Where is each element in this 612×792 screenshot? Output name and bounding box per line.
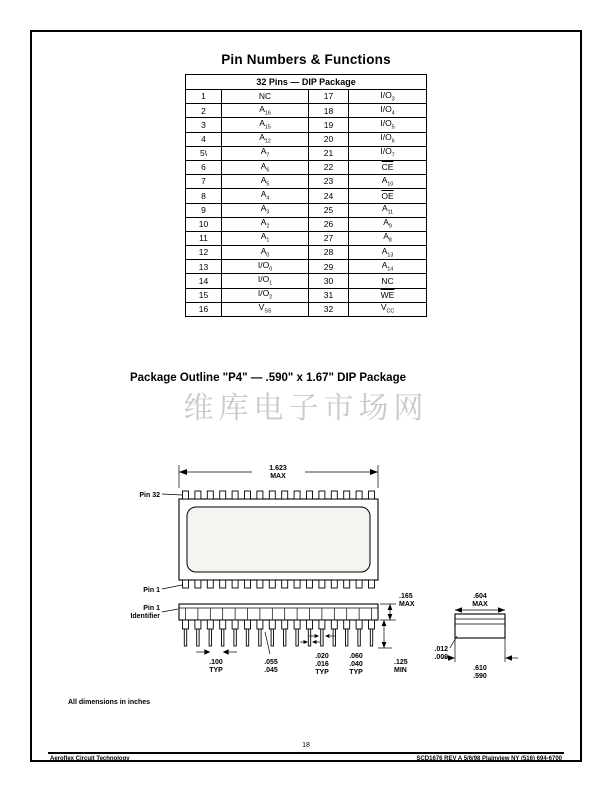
dim-body-width-qual: MAX	[472, 601, 488, 608]
dim-pitch-value: .100	[209, 659, 223, 666]
pin-function-cell: $A_1$	[222, 231, 309, 245]
pin-table	[185, 74, 427, 317]
pin-number-cell: 20	[309, 132, 349, 146]
pin-table-row	[186, 146, 427, 160]
pin-function-cell: NC	[222, 90, 309, 104]
pin-number-cell: 18	[309, 104, 349, 118]
pin-number-cell: 25	[309, 203, 349, 217]
top-view-bottom-pins	[183, 580, 375, 588]
package-outline-heading: Package Outline "P4" — .590" x 1.67" DIP Package	[129, 372, 407, 384]
dim-pitch-qual: TYP	[209, 667, 223, 674]
side-view-pin-ticks	[186, 609, 372, 621]
pin32-label: Pin 32	[139, 492, 160, 499]
pin-function-cell: $A_3$	[222, 203, 309, 217]
pin-table-row	[186, 132, 427, 146]
pin-function-cell: $V_{CC}$	[349, 302, 427, 316]
pin-number-cell: 19	[309, 118, 349, 132]
dim-body-length-value: 1.623	[269, 465, 287, 472]
pin-table-row	[186, 104, 427, 118]
pin-number-cell: 32	[309, 302, 349, 316]
pin-function-cell: $I/O_3$	[349, 90, 427, 104]
pin-number-cell: 22	[309, 160, 349, 174]
dim-shoulder-max: .055	[264, 659, 278, 666]
pin-function-cell: $A_{15}$	[222, 118, 309, 132]
pin-function-cell: $A_{14}$	[349, 260, 427, 274]
pin-function-cell: $A_9$	[349, 217, 427, 231]
pin-function-cell: $V_{SS}$	[222, 302, 309, 316]
pin-function-cell: $I/O_7$	[349, 146, 427, 160]
side-view-pin-shoulders	[183, 620, 375, 629]
pin-number-cell: 9	[186, 203, 222, 217]
pin-table-header: 32 Pins — DIP Package	[186, 75, 427, 90]
page-title: Pin Numbers & Functions	[221, 52, 391, 67]
pin-table-row	[186, 302, 427, 316]
dim-row-spread-min: .590	[473, 673, 487, 680]
pin-number-cell: 2	[186, 104, 222, 118]
pin-number-cell: 23	[309, 175, 349, 189]
pin-number-cell: 3	[186, 118, 222, 132]
pin-number-cell: 21	[309, 146, 349, 160]
pin-table-row	[186, 260, 427, 274]
pin-function-cell: $A_{16}$	[222, 104, 309, 118]
pin-number-cell: 27	[309, 231, 349, 245]
footer-divider	[48, 752, 564, 754]
pin-table-row	[186, 189, 427, 203]
pin-function-cell: $I/O_0$	[222, 260, 309, 274]
pin-function-cell: $A_6$	[222, 160, 309, 174]
pin-function-cell: $\overline{CE}$	[349, 160, 427, 174]
pin-function-cell: $A_0$	[222, 246, 309, 260]
dim-lead-width-max: .060	[349, 653, 363, 660]
pin-number-cell: 17	[309, 90, 349, 104]
pin-function-cell: $A_{11}$	[349, 203, 427, 217]
pin-table-row	[186, 231, 427, 245]
pin-table-row	[186, 274, 427, 288]
package-outline-diagram	[66, 452, 556, 704]
top-view-top-pins	[183, 491, 375, 499]
pin-table-row	[186, 203, 427, 217]
pin-number-cell: 31	[309, 288, 349, 302]
dim-seated-height-qual: MAX	[399, 601, 415, 608]
dim-row-spread-max: .610	[473, 665, 487, 672]
pin-function-cell: $\overline{OE}$	[349, 189, 427, 203]
pin-table-header-row	[186, 75, 427, 90]
pin-function-cell: $A_4$	[222, 189, 309, 203]
pin-table-body	[186, 90, 427, 317]
pin-table-row	[186, 175, 427, 189]
footer-doc-info: SCD1676 REV A 5/6/98 Plainview NY (516) 694-6700	[416, 756, 562, 762]
pin-table-row	[186, 160, 427, 174]
dim-standoff-qual: MIN	[394, 667, 407, 674]
dimensions-note: All dimensions in inches	[68, 699, 151, 706]
pin-number-cell: 30	[309, 274, 349, 288]
pin-function-cell: $I/O_4$	[349, 104, 427, 118]
dim-body-length-qual: MAX	[270, 473, 286, 480]
pin-function-cell: $I/O_1$	[222, 274, 309, 288]
pin-function-cell: $\overline{WE}$	[349, 288, 427, 302]
dim-body-width-value: .604	[473, 593, 487, 600]
dim-lid-min: .009	[434, 654, 448, 661]
pin-number-cell: 4	[186, 132, 222, 146]
pin-function-cell: $I/O_2$	[222, 288, 309, 302]
dim-lead-width-qual: TYP	[349, 669, 363, 676]
pin-function-cell: $A_{13}$	[349, 246, 427, 260]
watermark-text: 维库电子市场网	[183, 392, 429, 425]
pin-number-cell: 11	[186, 231, 222, 245]
pin-number-cell: 29	[309, 260, 349, 274]
pin-number-cell: 15	[186, 288, 222, 302]
page-number: 18	[302, 742, 310, 749]
pin1-identifier-label-line1: Pin 1	[143, 605, 160, 612]
pin-number-cell: 8	[186, 189, 222, 203]
dim-lid-max: .012	[434, 646, 448, 653]
pin-table-row	[186, 90, 427, 104]
pin-function-cell: $I/O_5$	[349, 118, 427, 132]
pin-number-cell: 13	[186, 260, 222, 274]
pin-table-row	[186, 118, 427, 132]
dim-lead-width-min: .040	[349, 661, 363, 668]
pin-number-cell: 14	[186, 274, 222, 288]
pin-number-cell: 1	[186, 90, 222, 104]
pin-function-cell: NC	[349, 274, 427, 288]
dim-shoulder-min: .045	[264, 667, 278, 674]
pin-number-cell: 16	[186, 302, 222, 316]
pin-function-cell: $I/O_6$	[349, 132, 427, 146]
side-view-pin-legs	[184, 629, 372, 646]
pin-table-row	[186, 217, 427, 231]
dim-lead-thick-min: .016	[315, 661, 329, 668]
pin-function-cell: $A_5$	[222, 175, 309, 189]
pin-function-cell: $A_{10}$	[349, 175, 427, 189]
pin-number-cell: 5\	[186, 146, 222, 160]
dim-lead-thick-qual: TYP	[315, 669, 329, 676]
dim-seated-height-value: .165	[399, 593, 413, 600]
pin-table-row	[186, 246, 427, 260]
pin1-identifier-label-line2: Identifier	[130, 613, 160, 620]
pin-function-cell: $A_8$	[349, 231, 427, 245]
pin-number-cell: 24	[309, 189, 349, 203]
pin-number-cell: 7	[186, 175, 222, 189]
pin-function-cell: $A_7$	[222, 146, 309, 160]
pin-number-cell: 26	[309, 217, 349, 231]
pin-function-cell: $A_2$	[222, 217, 309, 231]
pin-table-row	[186, 288, 427, 302]
pin-number-cell: 6	[186, 160, 222, 174]
dim-standoff-value: .125	[394, 659, 408, 666]
pin-number-cell: 28	[309, 246, 349, 260]
dim-lead-thick-max: .020	[315, 653, 329, 660]
pin-number-cell: 10	[186, 217, 222, 231]
pin-number-cell: 12	[186, 246, 222, 260]
footer-company: Aeroflex Circuit Technology	[50, 756, 130, 762]
pin1-label: Pin 1	[143, 587, 160, 594]
pin-function-cell: $A_{12}$	[222, 132, 309, 146]
